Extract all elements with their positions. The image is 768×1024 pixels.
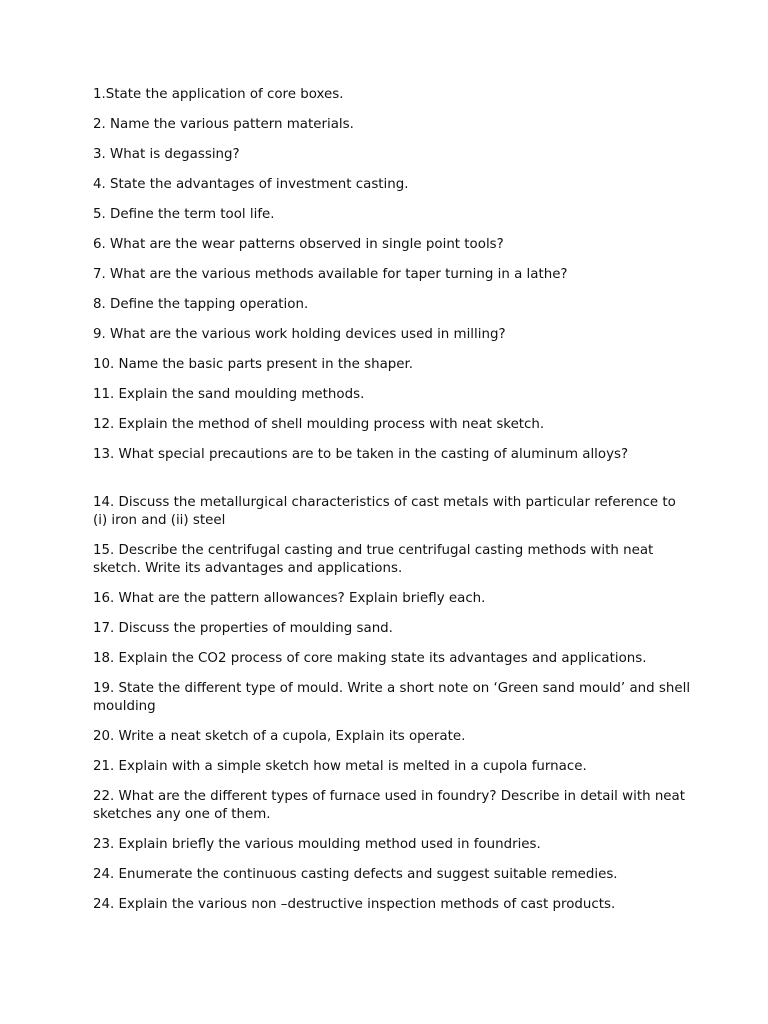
question-item: 22. What are the different types of furnace used in foundry? Describe in detail with neat sketches any one of them. bbox=[93, 789, 685, 822]
question-list bbox=[93, 86, 693, 926]
question-item: 21. Explain with a simple sketch how metal is melted in a cupola furnace. bbox=[93, 759, 587, 774]
question-item: 20. Write a neat sketch of a cupola, Explain its operate. bbox=[93, 729, 466, 744]
question-item: 17. Discuss the properties of moulding sand. bbox=[93, 621, 393, 636]
question-item: 7. What are the various methods available for taper turning in a lathe? bbox=[93, 267, 568, 282]
question-item: 10. Name the basic parts present in the shaper. bbox=[93, 357, 414, 372]
question-item: 11. Explain the sand moulding methods. bbox=[93, 387, 365, 402]
question-item: 14. Discuss the metallurgical characteristics of cast metals with particular reference to (i) iron and (ii) steel bbox=[93, 495, 676, 528]
question-item: 18. Explain the CO2 process of core making state its advantages and applications. bbox=[93, 651, 647, 666]
question-item: 15. Describe the centrifugal casting and true centrifugal casting methods with neat sketch. Write its advantages and applications. bbox=[93, 543, 654, 576]
question-item: 19. State the different type of mould. Write a short note on ‘Green sand mould’ and shell moulding bbox=[93, 681, 691, 714]
question-item: 12. Explain the method of shell moulding process with neat sketch. bbox=[93, 417, 545, 432]
question-item: 9. What are the various work holding devices used in milling? bbox=[93, 327, 506, 342]
question-item: 3. What is degassing? bbox=[93, 147, 240, 162]
question-item: 4. State the advantages of investment casting. bbox=[93, 177, 409, 192]
question-item: 24. Explain the various non –destructive inspection methods of cast products. bbox=[93, 897, 616, 912]
question-item: 1.State the application of core boxes. bbox=[93, 87, 344, 102]
question-item: 2. Name the various pattern materials. bbox=[93, 117, 354, 132]
question-item: 24. Enumerate the continuous casting defects and suggest suitable remedies. bbox=[93, 867, 618, 882]
question-item: 13. What special precautions are to be taken in the casting of aluminum alloys? bbox=[93, 447, 629, 462]
question-item: 6. What are the wear patterns observed in single point tools? bbox=[93, 237, 504, 252]
question-item: 5. Define the term tool life. bbox=[93, 207, 275, 222]
question-item: 16. What are the pattern allowances? Explain briefly each. bbox=[93, 591, 486, 606]
question-item: 23. Explain briefly the various moulding method used in foundries. bbox=[93, 837, 541, 852]
question-item: 8. Define the tapping operation. bbox=[93, 297, 309, 312]
